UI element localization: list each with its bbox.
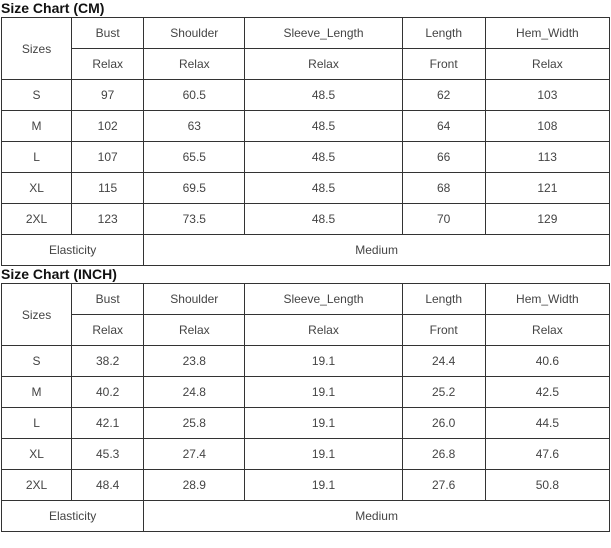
column-header-cell: Hem_Width <box>485 18 609 49</box>
table-row <box>2 377 610 408</box>
measurement-value-cell: 24.8 <box>144 377 245 408</box>
measurement-value-cell: 62 <box>402 80 485 111</box>
measurement-value-cell: 44.5 <box>485 408 609 439</box>
measurement-value-cell: 107 <box>72 142 144 173</box>
measurement-value-cell: 19.1 <box>245 470 402 501</box>
table-row <box>2 439 610 470</box>
measurement-value-cell: 28.9 <box>144 470 245 501</box>
measurement-value-cell: 19.1 <box>245 408 402 439</box>
size-label-cell: S <box>2 80 72 111</box>
measurement-value-cell: 45.3 <box>72 439 144 470</box>
measurement-value-cell: 97 <box>72 80 144 111</box>
measurement-type-cell: Relax <box>245 49 402 80</box>
header-row <box>2 284 610 315</box>
size-label-cell: 2XL <box>2 470 72 501</box>
elasticity-value-cell: Medium <box>144 235 610 266</box>
header-row <box>2 18 610 49</box>
measurement-value-cell: 26.8 <box>402 439 485 470</box>
elasticity-row <box>2 501 610 532</box>
measurement-value-cell: 60.5 <box>144 80 245 111</box>
measurement-value-cell: 69.5 <box>144 173 245 204</box>
measurement-value-cell: 38.2 <box>72 346 144 377</box>
measurement-value-cell: 25.8 <box>144 408 245 439</box>
size-label-cell: 2XL <box>2 204 72 235</box>
size-label-cell: M <box>2 111 72 142</box>
measurement-value-cell: 66 <box>402 142 485 173</box>
subheader-row <box>2 49 610 80</box>
measurement-type-cell: Relax <box>245 315 402 346</box>
column-header-cell: Bust <box>72 284 144 315</box>
table-row <box>2 173 610 204</box>
measurement-value-cell: 48.4 <box>72 470 144 501</box>
table-row <box>2 408 610 439</box>
measurement-value-cell: 63 <box>144 111 245 142</box>
measurement-value-cell: 25.2 <box>402 377 485 408</box>
measurement-value-cell: 113 <box>485 142 609 173</box>
measurement-type-cell: Front <box>402 49 485 80</box>
measurement-value-cell: 50.8 <box>485 470 609 501</box>
measurement-value-cell: 19.1 <box>245 439 402 470</box>
measurement-type-cell: Relax <box>144 49 245 80</box>
measurement-value-cell: 23.8 <box>144 346 245 377</box>
table-row <box>2 470 610 501</box>
measurement-type-cell: Relax <box>144 315 245 346</box>
measurement-value-cell: 48.5 <box>245 80 402 111</box>
column-header-cell: Shoulder <box>144 18 245 49</box>
measurement-value-cell: 108 <box>485 111 609 142</box>
measurement-value-cell: 68 <box>402 173 485 204</box>
table-row <box>2 346 610 377</box>
elasticity-value-cell: Medium <box>144 501 610 532</box>
measurement-type-cell: Relax <box>72 315 144 346</box>
measurement-value-cell: 19.1 <box>245 377 402 408</box>
size-chart-title-inch: Size Chart (INCH) <box>1 266 117 282</box>
sizes-header-cell: Sizes <box>2 18 72 80</box>
measurement-value-cell: 103 <box>485 80 609 111</box>
measurement-value-cell: 24.4 <box>402 346 485 377</box>
column-header-cell: Shoulder <box>144 284 245 315</box>
measurement-value-cell: 47.6 <box>485 439 609 470</box>
column-header-cell: Hem_Width <box>485 284 609 315</box>
measurement-value-cell: 42.5 <box>485 377 609 408</box>
elasticity-label-cell: Elasticity <box>2 501 144 532</box>
measurement-value-cell: 115 <box>72 173 144 204</box>
measurement-value-cell: 48.5 <box>245 204 402 235</box>
measurement-type-cell: Front <box>402 315 485 346</box>
measurement-value-cell: 123 <box>72 204 144 235</box>
measurement-value-cell: 64 <box>402 111 485 142</box>
measurement-value-cell: 70 <box>402 204 485 235</box>
table-row <box>2 111 610 142</box>
measurement-type-cell: Relax <box>72 49 144 80</box>
subheader-row <box>2 315 610 346</box>
elasticity-row <box>2 235 610 266</box>
column-header-cell: Bust <box>72 18 144 49</box>
measurement-value-cell: 48.5 <box>245 142 402 173</box>
measurement-value-cell: 48.5 <box>245 111 402 142</box>
measurement-value-cell: 27.4 <box>144 439 245 470</box>
size-label-cell: L <box>2 408 72 439</box>
column-header-cell: Sleeve_Length <box>245 284 402 315</box>
measurement-value-cell: 40.6 <box>485 346 609 377</box>
size-label-cell: M <box>2 377 72 408</box>
measurement-value-cell: 19.1 <box>245 346 402 377</box>
table-row <box>2 204 610 235</box>
measurement-value-cell: 48.5 <box>245 173 402 204</box>
measurement-value-cell: 102 <box>72 111 144 142</box>
size-label-cell: XL <box>2 439 72 470</box>
measurement-value-cell: 40.2 <box>72 377 144 408</box>
measurement-value-cell: 42.1 <box>72 408 144 439</box>
size-table-cm <box>1 17 610 266</box>
measurement-value-cell: 121 <box>485 173 609 204</box>
column-header-cell: Sleeve_Length <box>245 18 402 49</box>
measurement-value-cell: 129 <box>485 204 609 235</box>
size-label-cell: L <box>2 142 72 173</box>
elasticity-label-cell: Elasticity <box>2 235 144 266</box>
size-table-inch <box>1 283 610 532</box>
measurement-value-cell: 27.6 <box>402 470 485 501</box>
table-row <box>2 142 610 173</box>
size-label-cell: XL <box>2 173 72 204</box>
size-chart-title-cm: Size Chart (CM) <box>1 0 105 16</box>
measurement-value-cell: 65.5 <box>144 142 245 173</box>
sizes-header-cell: Sizes <box>2 284 72 346</box>
table-row <box>2 80 610 111</box>
measurement-value-cell: 26.0 <box>402 408 485 439</box>
measurement-type-cell: Relax <box>485 49 609 80</box>
measurement-type-cell: Relax <box>485 315 609 346</box>
size-label-cell: S <box>2 346 72 377</box>
column-header-cell: Length <box>402 284 485 315</box>
column-header-cell: Length <box>402 18 485 49</box>
measurement-value-cell: 73.5 <box>144 204 245 235</box>
